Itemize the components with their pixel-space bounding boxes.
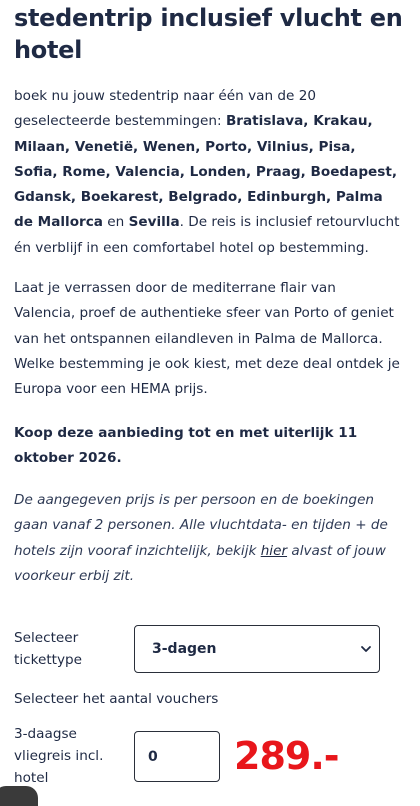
description-paragraph: Laat je verrassen door de mediterrane flair van Valencia, proef de authentieke sfeer van Porto of geniet van het ontspannen eilandleven in Palma de Mallorca. Welke bestemming je ook kiest, met deze deal ontdek je Europa voor een HEMA prijs. xyxy=(14,280,400,398)
chevron-down-icon xyxy=(360,643,372,655)
intro-last-city: Sevilla xyxy=(128,214,180,231)
tickettype-select[interactable] xyxy=(134,625,380,673)
tickettype-value: 3-dagen xyxy=(152,641,217,657)
disclaimer-text-end: alvast of jouw voorkeur erbij zit. xyxy=(14,542,386,584)
disclaimer-paragraph xyxy=(14,488,400,589)
tickettype-label: Selecteer tickettype xyxy=(14,630,83,668)
price: 289.- xyxy=(234,734,339,778)
page-title: stedentrip inclusief vlucht en hotel xyxy=(14,4,403,64)
disclaimer-text: De aangegeven prijs is per persoon en de boekingen gaan vanaf 2 personen. Alle vluchtdata- en tijden + de hotels zijn vooraf inzichtelijk, bekijk xyxy=(14,492,388,559)
intro-text: boek nu jouw stedentrip naar één van de 20 geselecteerde bestemmingen: xyxy=(14,88,317,130)
intro-cities: Bratislava, Krakau, Milaan, Venetië, Wenen, Porto, Vilnius, Pisa, Sofia, Rome, Valencia, Londen, Praag, Boedapest, Gdansk, Boekarest, Belgrado, Edinburgh, Palma de Mallorca xyxy=(14,113,398,231)
intro-paragraph xyxy=(14,84,400,261)
vouchers-label: Selecteer het aantal vouchers xyxy=(14,691,219,707)
quantity-value: 0 xyxy=(148,748,158,765)
intro-suffix: . De reis is inclusief retourvlucht én verblijf in een comfortabel hotel op bestemming. xyxy=(14,214,400,256)
item-label: 3-daagse vliegreis incl. hotel xyxy=(14,726,104,786)
floating-widget-edge[interactable] xyxy=(0,786,38,806)
deadline-text: Koop deze aanbieding tot en met uiterlijk 11 oktober 2026. xyxy=(14,425,358,467)
quantity-input[interactable] xyxy=(134,731,220,782)
hier-link[interactable]: hier xyxy=(260,542,288,559)
intro-and: en xyxy=(102,214,129,231)
